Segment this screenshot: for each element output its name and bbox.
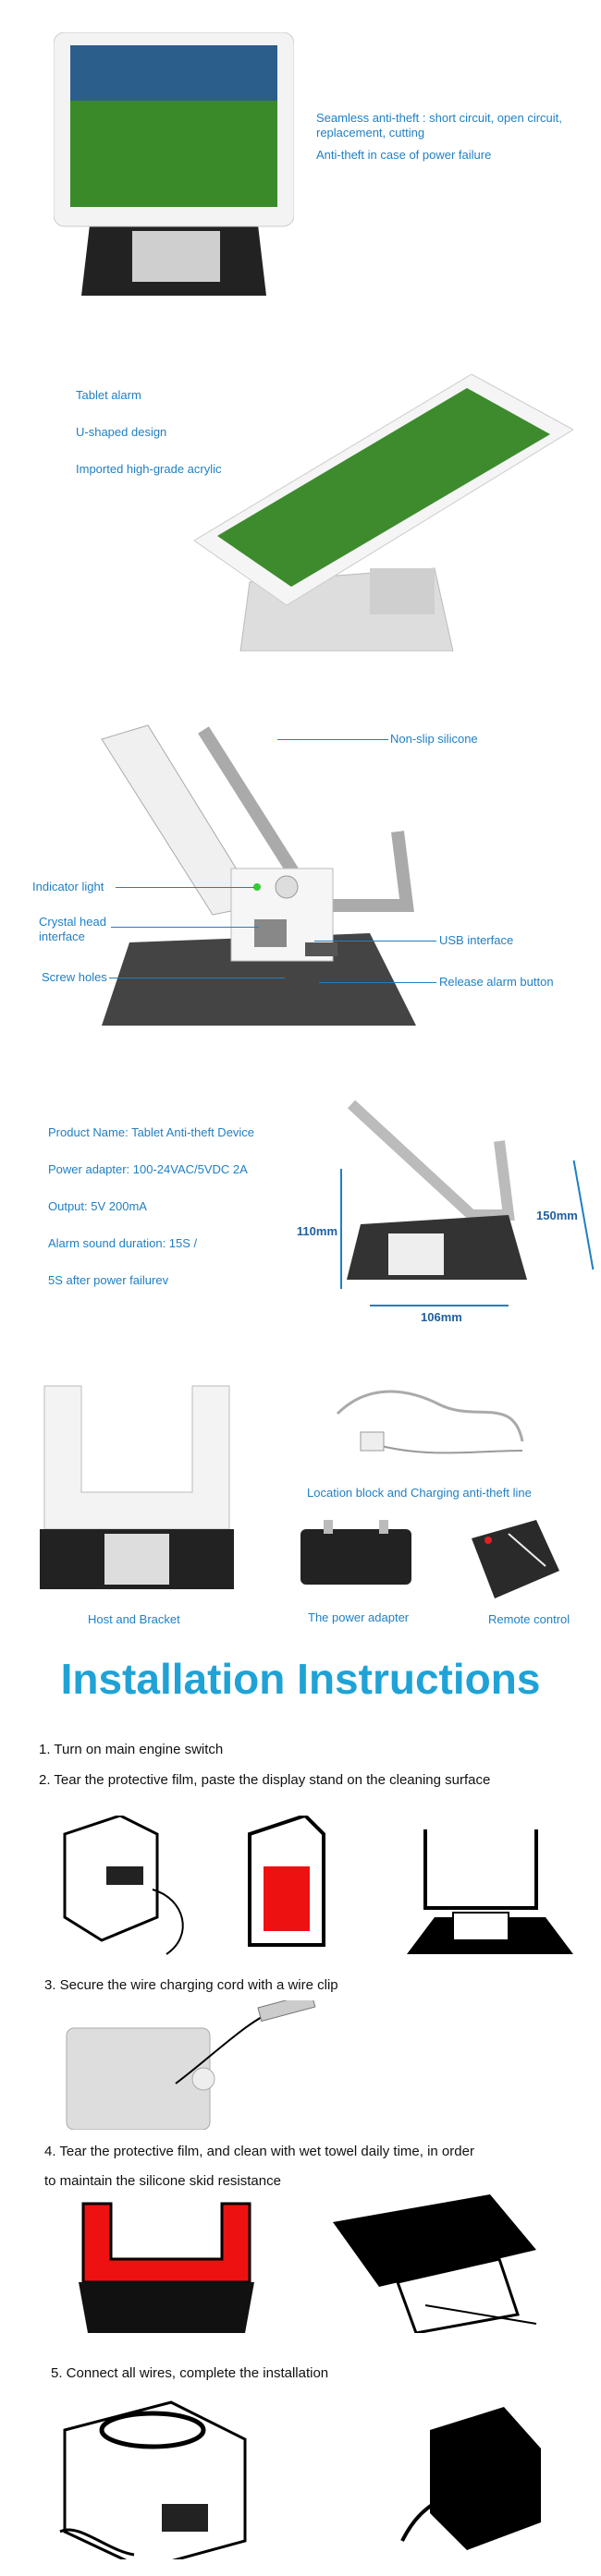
caption-adapter: The power adapter bbox=[308, 1610, 410, 1624]
dim-depth: 150mm bbox=[536, 1209, 578, 1222]
install-step-4-cont: to maintain the silicone skid resistance bbox=[44, 2173, 281, 2189]
tablet-product-photo-2 bbox=[194, 374, 573, 651]
callout-usb: USB interface bbox=[439, 933, 514, 947]
stand-closeup-photo bbox=[92, 721, 425, 1026]
install-step-5: 5. Connect all wires, complete the installation bbox=[51, 2365, 329, 2381]
callout-line bbox=[319, 982, 436, 983]
feature-line: U-shaped design bbox=[76, 425, 167, 439]
install-step-4: 4. Tear the protective film, and clean with wet towel daily time, in order bbox=[44, 2144, 474, 2159]
spec-line: 5S after power failurev bbox=[48, 1273, 169, 1287]
power-adapter-photo bbox=[296, 1520, 416, 1594]
install-step-3: 3. Secure the wire charging cord with a wire clip bbox=[44, 1977, 338, 1993]
install-title: Installation Instructions bbox=[60, 1655, 541, 1703]
feature-line: Anti-theft in case of power failure bbox=[316, 148, 492, 162]
callout-crystal-head-line1: Crystal head bbox=[39, 915, 106, 929]
caption-remote: Remote control bbox=[488, 1612, 570, 1626]
spec-line: Product Name: Tablet Anti-theft Device bbox=[48, 1125, 255, 1139]
tablet-product-photo-1 bbox=[54, 32, 294, 296]
callout-line bbox=[116, 887, 254, 888]
feature-line: Seamless anti-theft : short circuit, open circuit, bbox=[316, 111, 562, 125]
feature-line: Tablet alarm bbox=[76, 388, 141, 402]
caption-location: Location block and Charging anti-theft line bbox=[307, 1486, 532, 1500]
spec-line: Power adapter: 100-24VAC/5VDC 2A bbox=[48, 1162, 248, 1176]
spec-list bbox=[48, 1125, 307, 1288]
spec-line: Output: 5V 200mA bbox=[48, 1199, 147, 1213]
feature-line: replacement, cutting bbox=[316, 126, 425, 140]
callout-line bbox=[277, 739, 388, 740]
step4-illustration bbox=[65, 2194, 546, 2333]
callout-indicator: Indicator light bbox=[32, 880, 104, 893]
dim-width: 106mm bbox=[421, 1310, 462, 1324]
caption-host: Host and Bracket bbox=[88, 1612, 180, 1626]
host-bracket-photo bbox=[35, 1381, 239, 1594]
dim-height: 110mm bbox=[296, 1224, 337, 1238]
dim-line-height bbox=[340, 1169, 342, 1289]
install-step-2: 2. Tear the protective film, paste the display stand on the cleaning surface bbox=[39, 1772, 491, 1788]
callout-release: Release alarm button bbox=[439, 975, 554, 989]
callout-screw: Screw holes bbox=[42, 970, 107, 984]
callout-non-slip: Non-slip silicone bbox=[390, 732, 478, 746]
step3-illustration bbox=[65, 2000, 351, 2130]
step5-illustration bbox=[51, 2393, 569, 2559]
feature-list-1 bbox=[316, 111, 594, 163]
spec-line: Alarm sound duration: 15S / bbox=[48, 1236, 198, 1250]
step2-illustration bbox=[55, 1816, 573, 1963]
callout-line bbox=[314, 941, 436, 942]
callout-crystal-head bbox=[39, 915, 106, 944]
install-step-1: 1. Turn on main engine switch bbox=[39, 1742, 224, 1757]
dim-line-width bbox=[370, 1305, 509, 1306]
callout-crystal-head-line2: interface bbox=[39, 930, 85, 943]
dimension-photo bbox=[342, 1095, 546, 1289]
remote-control-photo bbox=[462, 1520, 564, 1598]
feature-line: Imported high-grade acrylic bbox=[76, 462, 222, 476]
callout-line bbox=[111, 927, 259, 928]
charging-line-photo bbox=[328, 1386, 532, 1469]
